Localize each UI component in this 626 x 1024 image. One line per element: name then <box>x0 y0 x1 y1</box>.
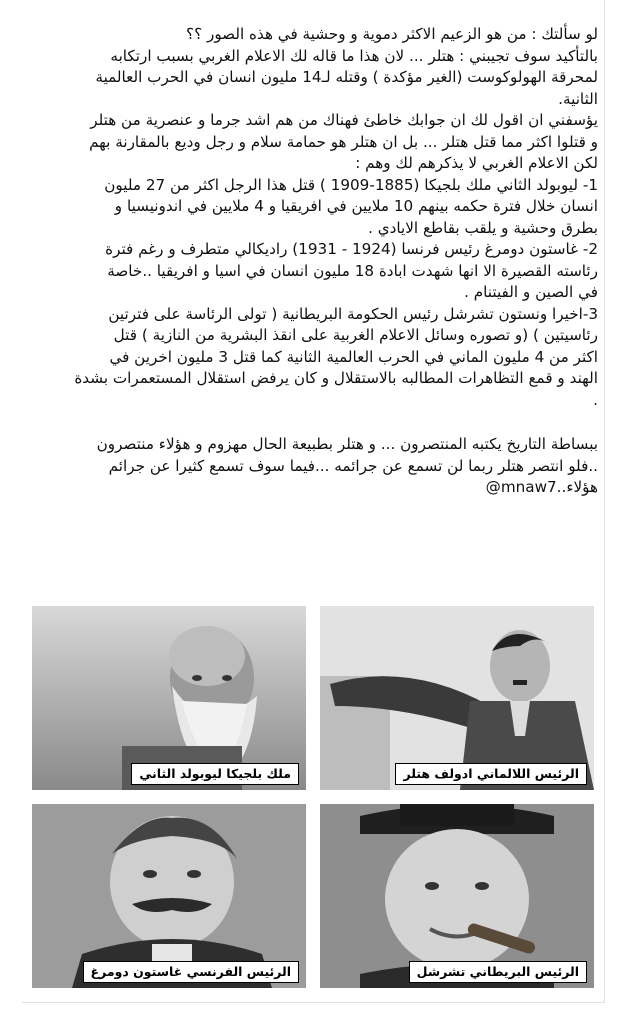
churchill-portrait-icon <box>320 804 594 988</box>
photo-churchill[interactable] <box>320 804 594 988</box>
leopold-portrait-icon <box>32 606 306 790</box>
item-churchill-line: رئاسيتين ) (و تصوره وسائل الاعلام الغربية على انقذ البشرية من النازية ) قتل <box>113 326 598 344</box>
item-leopold-line: بطرق وحشية و يلقب بقاطع الايادي . <box>368 218 598 237</box>
post-card <box>22 0 605 1003</box>
item-doumergue-line: في الصين و الفيتنام . <box>464 283 598 301</box>
answer-line: يؤسفني ان اقول لك ان جوابك خاطئ فهناك من هم اشد جرما و عنصرية من هتلر <box>90 111 598 129</box>
conclusion-line: ..فلو انتصر هتلر ربما لن تسمع عن جرائمه ...فيما سوف تسمع كثيرا عن جرائم <box>108 456 598 475</box>
item-churchill-line: اكثر من 4 مليون الماني في الحرب العالمية الثانية كما قتل 3 مليون اخرين في <box>109 347 598 366</box>
conclusion-line <box>28 477 598 499</box>
doumergue-portrait-icon <box>32 804 306 988</box>
question-line: لو سألتك : من هو الزعيم الاكثر دموية و وحشية في هذه الصور ؟؟ <box>186 25 598 43</box>
item-churchill-line: 3-اخيرا ونستون تشرشل رئيس الحكومة البريطانية ( تولى الرئاسة على فترتين <box>108 304 598 323</box>
author-handle[interactable]: @mnaw7 <box>485 478 557 496</box>
conclusion-line: ببساطة التاريخ يكتبه المنتصرون ... و هتلر بطبيعة الحال مهزوم و هؤلاء منتصرون <box>96 435 598 453</box>
photo-hitler[interactable] <box>320 606 594 790</box>
item-doumergue-line: رئاسته القصيرة الا انها شهدت ابادة 18 مليون انسان في اسيا و افريقيا ..خاصة <box>107 261 598 280</box>
photo-leopold[interactable] <box>32 606 306 790</box>
item-churchill-line: . <box>593 390 598 409</box>
photo-caption: الرئيس اللالماني ادولف هتلر <box>396 764 586 784</box>
paragraph-gap <box>28 411 598 434</box>
hitler-portrait-icon <box>320 606 594 790</box>
answer-line: و قتلوا اكثر مما قتل هتلر ... بل ان هتلر هو حمامة سلام و رجل وديع بالمقارنة بهم <box>89 132 598 151</box>
question-line: لمحرقة الهولوكوست (الغير مؤكدة ) وقتله لـ14 مليون انسان في الحرب العالمية <box>95 68 598 86</box>
article-text <box>28 24 598 499</box>
answer-line: لكن الاعلام الغربي لا يذكرهم لك وهم : <box>355 154 598 172</box>
question-line: بالتأكيد سوف تجيبني : هتلر ... لان هذا ما قاله لك الاعلام الغربي بسبب ارتكابه <box>110 46 598 65</box>
photo-doumergue[interactable] <box>32 804 306 988</box>
photo-grid <box>32 606 594 990</box>
item-doumergue-line: 2- غاستون دومرغ رئيس فرنسا (1924 - 1931) راديكالي متطرف و رغم فترة <box>105 240 598 258</box>
conclusion-text: هؤلاء.. <box>556 478 598 496</box>
photo-caption: الرئيس الفرنسي غاستون دومرغ <box>84 962 298 982</box>
question-line: الثانية. <box>558 89 598 108</box>
photo-caption: ملك بلجيكا ليوبولد الثاني <box>132 764 298 784</box>
item-leopold-line: 1- ليوبولد الثاني ملك بلجيكا (1885-1909 ) قتل هذا الرجل اكثر من 27 مليون <box>104 175 598 194</box>
photo-caption: الرئيس البريطاني تشرشل <box>410 962 586 982</box>
item-churchill-line: الهند و قمع التظاهرات المطالبه بالاستقلال و كان يرفض استقلال المستعمرات بشدة <box>74 369 598 387</box>
item-leopold-line: انسان خلال فترة حكمه بينهم 10 ملايين في افريقيا و 4 ملايين في اندونيسيا و <box>114 197 598 215</box>
